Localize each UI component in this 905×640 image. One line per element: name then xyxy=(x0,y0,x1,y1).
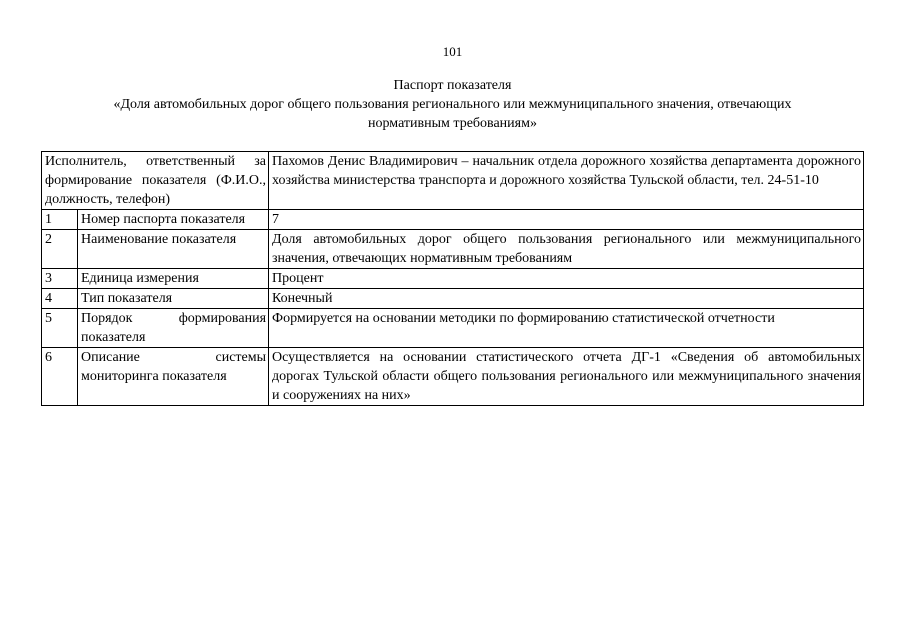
row-name: Номер паспорта показателя xyxy=(78,210,269,230)
title-line-2: «Доля автомобильных дорог общего пользования регионального или межмуниципального значения, отвечающих xyxy=(113,97,792,112)
row-value: Доля автомобильных дорог общего пользования регионального или межмуниципального значения, отвечающих нормативным требованиям xyxy=(269,230,864,269)
indicator-passport-table xyxy=(41,151,864,406)
table-row xyxy=(42,309,864,348)
executor-row xyxy=(42,152,864,210)
row-name: Наименование показателя xyxy=(78,230,269,269)
row-name: Описание системы мониторинга показателя xyxy=(78,348,269,406)
document-title xyxy=(60,76,845,133)
table-row xyxy=(42,348,864,406)
table-row xyxy=(42,210,864,230)
row-number: 1 xyxy=(42,210,78,230)
row-value: 7 xyxy=(269,210,864,230)
row-number: 4 xyxy=(42,289,78,309)
row-name: Единица измерения xyxy=(78,269,269,289)
title-line-1: Паспорт показателя xyxy=(393,78,512,93)
row-value: Конечный xyxy=(269,289,864,309)
table-row xyxy=(42,289,864,309)
row-value: Процент xyxy=(269,269,864,289)
title-line-3: нормативным требованиям» xyxy=(368,116,537,131)
row-name: Тип показателя xyxy=(78,289,269,309)
row-number: 2 xyxy=(42,230,78,269)
row-name: Порядок формирования показателя xyxy=(78,309,269,348)
row-value: Осуществляется на основании статистического отчета ДГ-1 «Сведения об автомобильных дорогах Тульской области общего пользования регионального или межмуниципального значения и сооружениях на них» xyxy=(269,348,864,406)
page-number: 101 xyxy=(442,44,463,59)
executor-label: Исполнитель, ответственный за формирование показателя (Ф.И.О., должность, телефон) xyxy=(42,152,269,210)
table-row xyxy=(42,269,864,289)
executor-value: Пахомов Денис Владимирович – начальник отдела дорожного хозяйства департамента дорожного хозяйства министерства транспорта и дорожного хозяйства Тульской области, тел. 24-51-10 xyxy=(269,152,864,210)
table-row xyxy=(42,230,864,269)
row-number: 6 xyxy=(42,348,78,406)
row-value: Формируется на основании методики по формированию статистической отчетности xyxy=(269,309,864,348)
row-number: 5 xyxy=(42,309,78,348)
row-number: 3 xyxy=(42,269,78,289)
